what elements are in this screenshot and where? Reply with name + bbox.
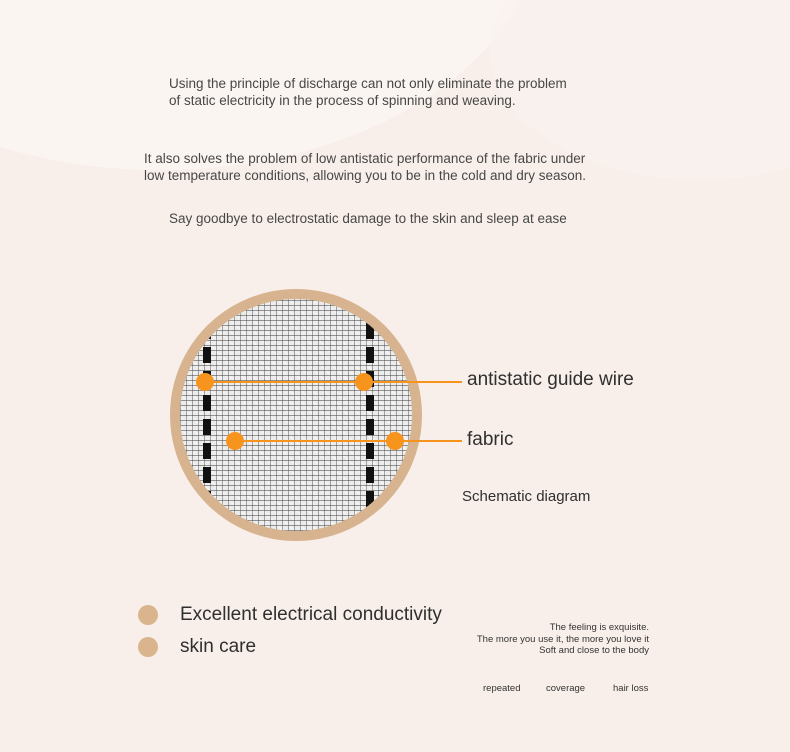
tag-repeated: repeated [483, 683, 521, 694]
note-line: The more you use it, the more you love it [476, 633, 649, 645]
feature-item [138, 636, 256, 658]
feeling-note [477, 622, 649, 657]
fabric-label: fabric [467, 429, 514, 450]
intro-line: of static electricity in the process of spinning and weaving. [169, 93, 516, 108]
intro-line: Say goodbye to electrostatic damage to the skin and sleep at ease [169, 211, 567, 226]
schematic-caption: Schematic diagram [462, 488, 591, 505]
antistatic-wire-right [366, 299, 374, 531]
intro-paragraph-2 [144, 150, 586, 184]
tag-hair-loss: hair loss [613, 683, 649, 694]
antistatic-wire-label: antistatic guide wire [467, 369, 634, 390]
bullet-dot-icon [138, 605, 158, 625]
feature-label: Excellent electrical conductivity [180, 604, 442, 625]
fabric-diagram-circle [170, 289, 422, 541]
intro-paragraph-1 [169, 75, 567, 109]
intro-line: It also solves the problem of low antistatic performance of the fabric under [144, 151, 586, 166]
antistatic-wire-left [203, 299, 211, 531]
intro-line: Using the principle of discharge can not only eliminate the problem [169, 76, 567, 91]
bullet-dot-icon [138, 637, 158, 657]
intro-line: low temperature conditions, allowing you to be in the cold and dry season. [144, 168, 587, 183]
note-line: Soft and close to the body [539, 645, 649, 656]
tag-coverage: coverage [546, 683, 586, 694]
feature-label: skin care [180, 636, 257, 657]
note-line: The feeling is exquisite. [549, 622, 649, 633]
feature-item [138, 604, 442, 626]
fabric-weave-texture [180, 299, 412, 531]
intro-paragraph-3 [169, 210, 567, 227]
